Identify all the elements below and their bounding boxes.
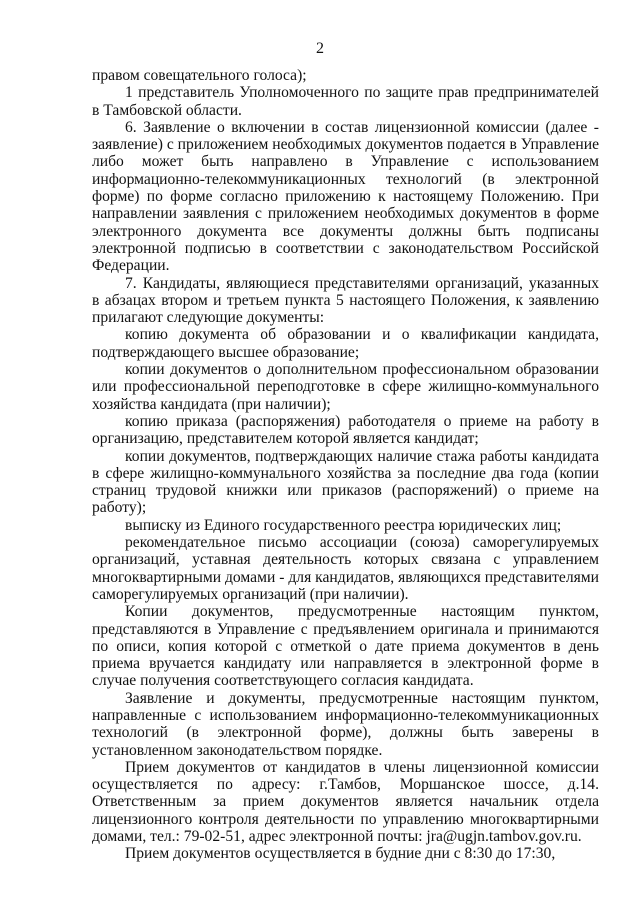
paragraph: Копии документов, предусмотренные настоящим пунктом, представляются в Управление с предъявлением оригинала и принимаются по описи, копия которой с отметкой о дате приема документов в день приема вручается кандидату или направляется в электронной форме в случае получения соответствующего согласия кандидата. bbox=[92, 603, 599, 690]
paragraph: копию приказа (распоряжения) работодателя о приеме на работу в организацию, представителем которой является кандидат; bbox=[92, 412, 599, 448]
paragraph: Заявление и документы, предусмотренные настоящим пунктом, направленные с использованием информационно-телекоммуникационных технологий (в электронной форме), должны быть заверены в установленном законодательством порядке. bbox=[92, 689, 599, 759]
paragraph: рекомендательное письмо ассоциации (союза) саморегулируемых организаций, уставная деятельность которых связана с управлением многоквартирными домами - для кандидатов, являющихся представителями саморегулируемых организаций (при наличии). bbox=[92, 534, 599, 603]
document-body bbox=[92, 67, 599, 863]
paragraph: Прием документов от кандидатов в члены лицензионной комиссии осуществляется по адресу: г.Тамбов, Моршанское шоссе, д.14. Ответственным за прием документов является начальник отдела лицензионного контроля деятельности по управлению многоквартирными домами, тел.: 79-02-51, адрес электронной почты: jra@ugjn.tambov.gov.ru. bbox=[92, 758, 599, 846]
page-number: 2 bbox=[316, 40, 324, 57]
paragraph: копию документа об образовании и о квалификации кандидата, подтверждающего высшее образование; bbox=[92, 326, 599, 361]
paragraph: правом совещательного голоса); bbox=[92, 67, 307, 84]
paragraph: Прием документов осуществляется в будние дни с 8:30 до 17:30, bbox=[125, 845, 556, 863]
paragraph: копии документов о дополнительном профессиональном образовании или профессиональной переподготовке в сфере жилищно-коммунального хозяйства кандидата (при наличии); bbox=[92, 361, 599, 413]
paragraph: 1 представитель Уполномоченного по защите прав предпринимателей в Тамбовской области. bbox=[92, 84, 599, 119]
paragraph: 6. Заявление о включении в состав лицензионной комиссии (далее - заявление) с приложением необходимых документов подается в Управление либо может быть направлено в Управление с использованием информационно-телекоммуникационных технологий (в электронной форме) по форме согласно приложению к настоящему Положению. При направлении заявления с приложением необходимых документов в форме электронного документа все документы должны быть подписаны электронной подписью в соответствии с законодательством Российской Федерации. bbox=[92, 118, 599, 275]
paragraph: 7. Кандидаты, являющиеся представителями организаций, указанных в абзацах втором и третьем пункта 5 настоящего Положения, к заявлению прилагают следующие документы: bbox=[92, 274, 599, 327]
paragraph: копии документов, подтверждающих наличие стажа работы кандидата в сфере жилищно-коммунального хозяйства за последние два года (копии страниц трудовой книжки или приказов (распоряжений) о приеме на работу); bbox=[92, 447, 599, 517]
paragraph: выписку из Единого государственного реестра юридических лиц; bbox=[125, 516, 562, 534]
